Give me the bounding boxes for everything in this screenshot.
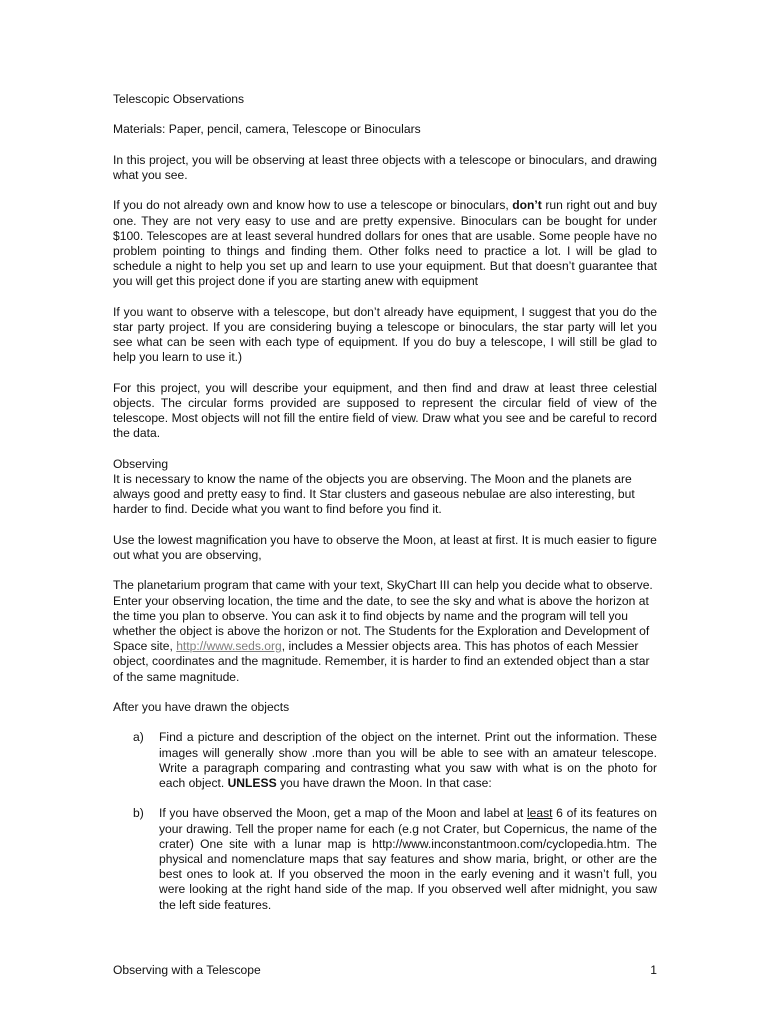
list-b-text-start: If you have observed the Moon, get a map of the Moon and label at — [159, 806, 527, 821]
list-a-text-start: Find a picture and description of the object on the internet. Print out the information. These images will generally show .more than you will be able to see with an amateur telescope. Write a paragraph comparing and contrasting what you saw with what is on the photo for each object. — [159, 730, 657, 790]
intro-paragraph: In this project, you will be observing at least three objects with a telescope or binoculars, and drawing what you see. — [113, 152, 657, 182]
page-number: 1 — [650, 963, 657, 977]
planetarium-text-end: , includes a Messier objects area. This has photos of each Messier object, coordinates and the magnitude. Remember, it is harder to find an extended object than a star of the same magnitude. — [113, 639, 650, 684]
list-a-text-end: you have drawn the Moon. In that case: — [276, 775, 492, 790]
document-title: Telescopic Observations — [113, 92, 245, 106]
observing-paragraph: It is necessary to know the name of the objects you are observing. The Moon and the planets are always good and pretty easy to find. It Star clusters and gaseous nebulae are also interesting, but harder to find. Decide what you want to find before you find it. — [113, 471, 635, 517]
list-item — [113, 730, 657, 791]
instructions-list — [113, 730, 657, 912]
page-footer — [113, 963, 657, 978]
least-underline: least — [526, 806, 553, 821]
unless-emphasis: UNLESS — [227, 775, 277, 790]
observing-heading: Observing — [113, 456, 169, 471]
list-item — [113, 806, 657, 912]
equipment-text-end: run right out and buy one. They are not very easy to use and are pretty expensive. Binoculars can be bought for under $100. Telescopes are at least several hundred dollars for ones that are usable. Some people have no problem pointing to things and finding them. Other folks need to practice a lot. I will be glad to schedule a night to help you set up and learn to use your equipment. But that doesn’t guarantee that you will get this project done if you are starting anew with equipment — [113, 198, 657, 289]
after-drawn-line: After you have drawn the objects — [113, 699, 290, 714]
list-marker: a) — [133, 730, 144, 745]
equipment-text-start: If you do not already own and know how to use a telescope or binoculars, — [113, 198, 513, 213]
dont-emphasis: don’t — [512, 198, 542, 213]
footer-title: Observing with a Telescope — [113, 963, 261, 977]
list-marker: b) — [133, 806, 144, 821]
list-item-text — [159, 730, 657, 791]
document-body — [113, 92, 657, 913]
project-paragraph: For this project, you will describe your equipment, and then find and draw at least three celestial objects. The circular forms provided are supposed to represent the circular field of view of the telescope. Most objects will not fill the entire field of view. Draw what you see and be careful to record the data. — [113, 380, 657, 441]
star-party-paragraph: If you want to observe with a telescope, but don’t already have equipment, I suggest that you do the star party project. If you are considering buying a telescope or binoculars, the star party will let you see what can be seen with each type of equipment. If you do buy a telescope, I will still be glad to help you learn to use it.) — [113, 304, 657, 365]
list-item-text — [159, 806, 657, 912]
list-b-text-end: 6 of its features on your drawing. Tell the proper name for each (e.g not Crater, but Copernicus, the name of the crater) One site with a lunar map is http://www.inconstantmoon.com/cyclopedia.htm. The physical and nomenclature maps that say features and show maria, bright, or other are the best ones to look at. If you observed the moon in the early evening and it wasn’t full, you were looking at the right hand side of the map. If you observed well after midnight, you saw the left side features. — [159, 806, 657, 912]
planetarium-text-start: The planetarium program that came with your text, SkyChart III can help you decide what to observe. Enter your observing location, the time and the date, to see the sky and what is above the horizon at the time you plan to observe. You can ask it to find objects by name and the program will tell you whether the object is above the horizon or not. The Students for the Exploration and Development of Space site, — [113, 578, 653, 654]
materials-line: Materials: Paper, pencil, camera, Telescope or Binoculars — [113, 122, 421, 137]
magnification-paragraph: Use the lowest magnification you have to observe the Moon, at least at first. It is much easier to figure out what you are observing, — [113, 532, 657, 562]
planetarium-paragraph — [113, 578, 657, 684]
equipment-paragraph — [113, 198, 657, 289]
seds-link[interactable]: http://www.seds.org — [176, 639, 282, 654]
